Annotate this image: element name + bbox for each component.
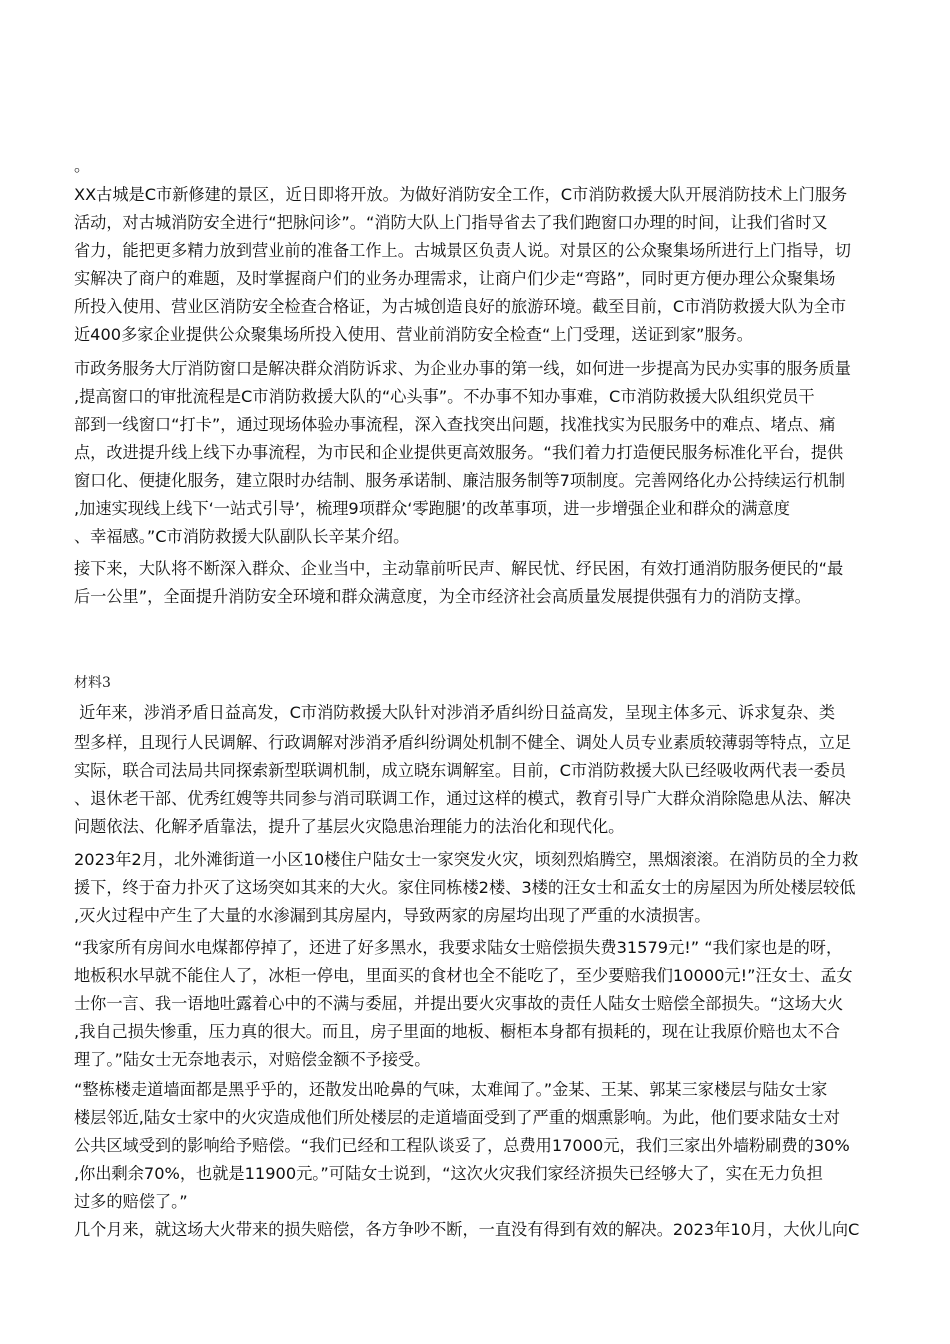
paragraph-line: ,我自己损失惨重，压力真的很大。而且，房子里面的地板、橱柜本身都有损耗的，现在让我原价赔也太不合 [74, 1022, 840, 1041]
paragraph-line: 理了。”陆女士无奈地表示，对赔偿金额不予接受。 [74, 1050, 431, 1069]
paragraph-line: 后一公里”，全面提升消防安全环境和群众满意度，为全市经济社会高质量发展提供强有力的消防支撑。 [74, 587, 811, 606]
paragraph-line: 援下，终于奋力扑灭了这场突如其来的大火。家住同栋楼2楼、3楼的汪女士和孟女士的房屋因为所处楼层较低 [74, 878, 856, 897]
paragraph-line: 几个月来，就这场大火带来的损失赔偿，各方争吵不断，一直没有得到有效的解决。2023年10月，大伙儿向C [74, 1220, 860, 1239]
paragraph-line: 窗口化、便捷化服务，建立限时办结制、服务承诺制、廉洁服务制等7项制度。完善网络化办公持续运行机制 [74, 471, 846, 490]
paragraph-line: 、幸福感。”C市消防救援大队副队长辛某介绍。 [74, 527, 410, 546]
paragraph-line: 近400多家企业提供公众聚集场所投入使用、营业前消防安全检查“上门受理，送证到家”服务。 [74, 325, 753, 344]
paragraph-line: 型多样，且现行人民调解、行政调解对涉消矛盾纠纷调处机制不健全、调处人员专业素质较薄弱等特点，立足 [74, 733, 851, 752]
paragraph-line: 省力，能把更多精力放到营业前的准备工作上。古城景区负责人说。对景区的公众聚集场所进行上门指导，切 [74, 241, 851, 260]
paragraph-line: “我家所有房间水电煤都停掉了，还进了好多黑水，我要求陆女士赔偿损失费31579元!” “我们家也是的呀， [74, 938, 843, 957]
paragraph-line: 接下来，大队将不断深入群众、企业当中，主动靠前听民声、解民忧、纾民困，有效打通消防服务便民的“最 [74, 559, 844, 578]
paragraph-line: 实解决了商户的难题，及时掌握商户们的业务办理需求，让商户们少走“弯路”，同时更方便办理公众聚集场 [74, 269, 836, 288]
paragraph-line: 问题依法、化解矛盾靠法，提升了基层火灾隐患治理能力的法治化和现代化。 [74, 817, 625, 836]
paragraph-line: “整栋楼走道墙面都是黑乎乎的，还散发出呛鼻的气味，太难闻了。”金某、王某、郭某三家楼层与陆女士家 [74, 1080, 828, 1099]
paragraph-line: 楼层邻近,陆女士家中的火灾造成他们所处楼层的走道墙面受到了严重的烟熏影响。为此，他们要求陆女士对 [74, 1108, 840, 1127]
paragraph-line: 、退休老干部、优秀红嫂等共同参与消司联调工作，通过这样的模式，教育引导广大群众消除隐患从法、解决 [74, 789, 851, 808]
paragraph-line: 点，改进提升线上线下办事流程，为市民和企业提供更高效服务。“我们着力打造便民服务标准化平台，提供 [74, 443, 844, 462]
paragraph-line: ,提高窗口的审批流程是C市消防救援大队的“心头事”。不办事不知办事难，C市消防救援大队组织党员干 [74, 387, 815, 406]
paragraph-line: 实际，联合司法局共同探索新型联调机制，成立晓东调解室。目前，C市消防救援大队已经吸收两代表一委员 [74, 761, 847, 780]
paragraph-line: 近年来，涉消矛盾日益高发，C市消防救援大队针对涉消矛盾纠纷日益高发，呈现主体多元、诉求复杂、类 [74, 703, 836, 722]
paragraph-line: 士你一言、我一语地吐露着心中的不满与委屈，并提出要火灾事故的责任人陆女士赔偿全部损失。“这场大火 [74, 994, 844, 1013]
paragraph-line: 部到一线窗口“打卡”，通过现场体验办事流程，深入查找突出问题，找准找实为民服务中的难点、堵点、痛 [74, 415, 836, 434]
paragraph-line: ,你出剩余70%，也就是11900元。”可陆女士说到，“这次火灾我们家经济损失已经够大了，实在无力负担 [74, 1164, 823, 1183]
paragraph-line: ,灭火过程中产生了大量的水渗漏到其房屋内，导致两家的房屋均出现了严重的水渍损害。 [74, 906, 711, 925]
paragraph-line: 所投入使用、营业区消防安全检查合格证，为古城创造良好的旅游环境。截至目前，C市消防救援大队为全市 [74, 297, 847, 316]
paragraph-line: 过多的赔偿了。” [74, 1192, 188, 1211]
paragraph-line: XX古城是C市新修建的景区，近日即将开放。为做好消防安全工作，C市消防救援大队开展消防技术上门服务 [74, 185, 848, 204]
paragraph-line: 地板积水早就不能住人了，冰柜一停电，里面买的食材也全不能吃了，至少要赔我们10000元!”汪女士、孟女 [74, 966, 853, 985]
paragraph-line: 活动，对古城消防安全进行“把脉问诊”。“消防大队上门指导省去了我们跑窗口办理的时间，让我们省时又 [74, 213, 828, 232]
section-label: 材料3 [74, 675, 111, 691]
paragraph-line: 公共区域受到的影响给予赔偿。“我们已经和工程队谈妥了，总费用17000元，我们三家出外墙粉刷费的30% [74, 1136, 850, 1155]
paragraph-line: 市政务服务大厅消防窗口是解决群众消防诉求、为企业办事的第一线，如何进一步提高为民办实事的服务质量 [74, 359, 851, 378]
paragraph-line: 2023年2月，北外滩街道一小区10楼住户陆女士一家突发火灾，顷刻烈焰腾空，黑烟滚滚。在消防员的全力救 [74, 850, 859, 869]
paragraph-line: ,加速实现线上线下‘一站式引导’，梳理9项群众‘零跑腿’的改革事项，进一步增强企业和群众的满意度 [74, 499, 790, 518]
top-mark: 。 [74, 156, 91, 175]
